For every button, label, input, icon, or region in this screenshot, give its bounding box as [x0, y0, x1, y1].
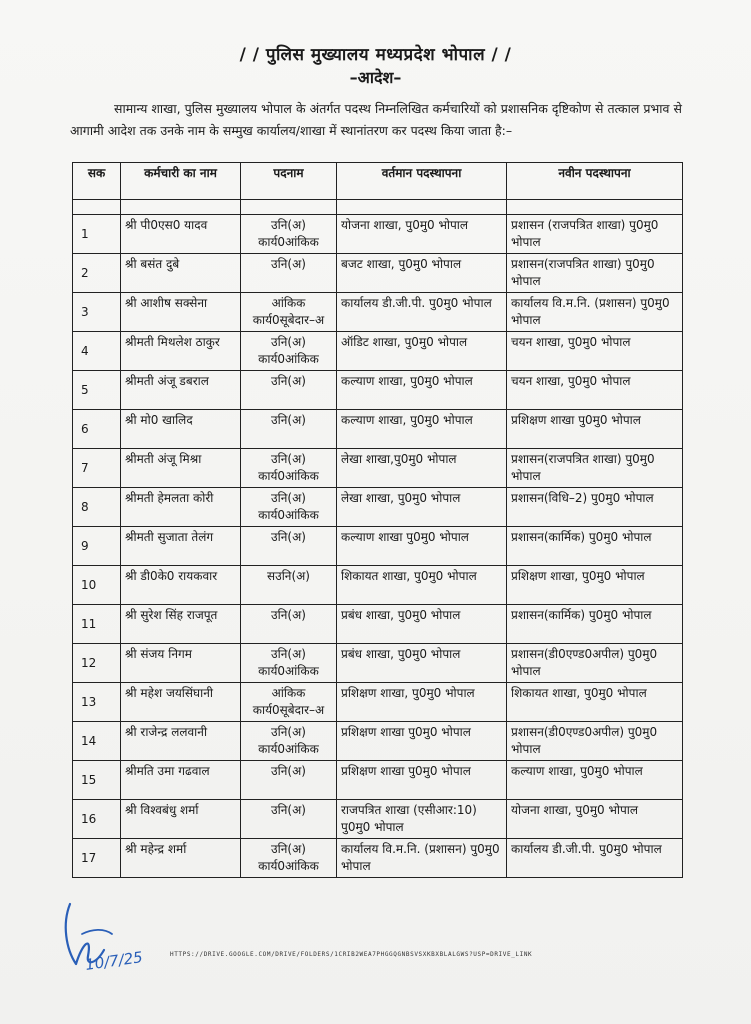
employee-name-cell: श्रीमती सुजाता तेलंग: [121, 527, 241, 566]
current-posting-cell: कल्याण शाखा, पु0मु0 भोपाल: [337, 371, 507, 410]
new-posting-cell: योजना शाखा, पु0मु0 भोपाल: [507, 800, 683, 839]
serial-cell: 10: [73, 566, 121, 605]
designation-cell: उनि(अ) कार्य0आंकिक: [241, 644, 337, 683]
header-designation: पदनाम: [241, 163, 337, 200]
table-row: [73, 332, 683, 371]
employee-name-cell: श्री महेन्द्र शर्मा: [121, 839, 241, 878]
table-row: [73, 761, 683, 800]
employee-name-cell: श्रीमती अंजू मिश्रा: [121, 449, 241, 488]
current-posting-cell: प्रशिक्षण शाखा, पु0मु0 भोपाल: [337, 683, 507, 722]
document-title: / / पुलिस मुख्यालय मध्यप्रदेश भोपाल / /: [239, 45, 512, 65]
new-posting-cell: प्रशासन(कार्मिक) पु0मु0 भोपाल: [507, 527, 683, 566]
new-posting-cell: प्रशासन(राजपत्रित शाखा) पु0मु0 भोपाल: [507, 254, 683, 293]
signature: [52, 894, 172, 980]
current-posting-cell: कार्यालय डी.जी.पी. पु0मु0 भोपाल: [337, 293, 507, 332]
table-header-row: [73, 163, 683, 200]
employee-name-cell: श्री महेश जयसिंघानी: [121, 683, 241, 722]
signature-date: 10/7/25: [84, 948, 144, 974]
new-posting-cell: प्रशासन(डी0एण्ड0अपील) पु0मु0 भोपाल: [507, 644, 683, 683]
designation-cell: उनि(अ): [241, 527, 337, 566]
header-new-posting: नवीन पदस्थापना: [507, 163, 683, 200]
designation-cell: उनि(अ): [241, 800, 337, 839]
table-row: [73, 566, 683, 605]
serial-cell: 14: [73, 722, 121, 761]
table-row: [73, 605, 683, 644]
document-subtitle: –आदेश–: [349, 68, 402, 87]
serial-cell: 4: [73, 332, 121, 371]
serial-cell: 16: [73, 800, 121, 839]
employee-name-cell: श्री सुरेश सिंह राजपूत: [121, 605, 241, 644]
designation-cell: उनि(अ) कार्य0आंकिक: [241, 488, 337, 527]
serial-cell: 15: [73, 761, 121, 800]
footer-link: HTTPS://DRIVE.GOOGLE.COM/DRIVE/FOLDERS/1CRIB2WEA7PHGGQGNBSVSXKBXBLALGWS?USP=DRIVE_LINK: [170, 951, 533, 958]
designation-cell: सउनि(अ): [241, 566, 337, 605]
new-posting-cell: शिकायत शाखा, पु0मु0 भोपाल: [507, 683, 683, 722]
current-posting-cell: प्रबंध शाखा, पु0मु0 भोपाल: [337, 644, 507, 683]
new-posting-cell: प्रशासन (राजपत्रित शाखा) पु0मु0 भोपाल: [507, 215, 683, 254]
current-posting-cell: ऑडिट शाखा, पु0मु0 भोपाल: [337, 332, 507, 371]
intro-paragraph: सामान्य शाखा, पुलिस मुख्यालय भोपाल के अंतर्गत पदस्थ निम्नलिखित कर्मचारियों को प्रशासनिक दृष्टिकोण से तत्काल प्रभाव से आगामी आदेश तक उनके नाम के सम्मुख कार्यालय/शाखा में स्थानांतरण कर पदस्थ किया जाता है:–: [70, 101, 682, 138]
current-posting-cell: प्रबंध शाखा, पु0मु0 भोपाल: [337, 605, 507, 644]
employee-name-cell: श्री बसंत दुबे: [121, 254, 241, 293]
current-posting-cell: कार्यालय वि.म.नि. (प्रशासन) पु0मु0 भोपाल: [337, 839, 507, 878]
current-posting-cell: कल्याण शाखा पु0मु0 भोपाल: [337, 527, 507, 566]
new-posting-cell: कार्यालय डी.जी.पी. पु0मु0 भोपाल: [507, 839, 683, 878]
header-serial: सक: [73, 163, 121, 200]
transfer-table: [72, 162, 683, 878]
new-posting-cell: प्रशासन(विधि–2) पु0मु0 भोपाल: [507, 488, 683, 527]
new-posting-cell: प्रशिक्षण शाखा पु0मु0 भोपाल: [507, 410, 683, 449]
employee-name-cell: श्री संजय निगम: [121, 644, 241, 683]
header-name: कर्मचारी का नाम: [121, 163, 241, 200]
table-row: [73, 683, 683, 722]
employee-name-cell: श्रीमती मिथलेश ठाकुर: [121, 332, 241, 371]
current-posting-cell: प्रशिक्षण शाखा पु0मु0 भोपाल: [337, 722, 507, 761]
new-posting-cell: कल्याण शाखा, पु0मु0 भोपाल: [507, 761, 683, 800]
table-row: [73, 254, 683, 293]
serial-cell: 17: [73, 839, 121, 878]
serial-cell: 6: [73, 410, 121, 449]
employee-name-cell: श्री विश्वबंधु शर्मा: [121, 800, 241, 839]
designation-cell: उनि(अ) कार्य0आंकिक: [241, 722, 337, 761]
serial-cell: 13: [73, 683, 121, 722]
designation-cell: आंकिक कार्य0सूबेदार–अ: [241, 683, 337, 722]
designation-cell: उनि(अ): [241, 371, 337, 410]
current-posting-cell: राजपत्रित शाखा (एसीआर:10) पु0मु0 भोपाल: [337, 800, 507, 839]
employee-name-cell: श्री पी0एस0 यादव: [121, 215, 241, 254]
new-posting-cell: चयन शाखा, पु0मु0 भोपाल: [507, 332, 683, 371]
serial-cell: 9: [73, 527, 121, 566]
current-posting-cell: बजट शाखा, पु0मु0 भोपाल: [337, 254, 507, 293]
table-row: [73, 488, 683, 527]
designation-cell: उनि(अ): [241, 605, 337, 644]
employee-name-cell: श्री राजेन्द्र ललवानी: [121, 722, 241, 761]
serial-cell: 12: [73, 644, 121, 683]
current-posting-cell: लेखा शाखा, पु0मु0 भोपाल: [337, 488, 507, 527]
current-posting-cell: कल्याण शाखा, पु0मु0 भोपाल: [337, 410, 507, 449]
table-row: [73, 644, 683, 683]
designation-cell: आंकिक कार्य0सूबेदार–अ: [241, 293, 337, 332]
new-posting-cell: प्रशासन(डी0एण्ड0अपील) पु0मु0 भोपाल: [507, 722, 683, 761]
designation-cell: उनि(अ): [241, 410, 337, 449]
designation-cell: उनि(अ) कार्य0आंकिक: [241, 839, 337, 878]
table-row: [73, 215, 683, 254]
table-row: [73, 293, 683, 332]
new-posting-cell: कार्यालय वि.म.नि. (प्रशासन) पु0मु0 भोपाल: [507, 293, 683, 332]
serial-cell: 11: [73, 605, 121, 644]
table-row: [73, 722, 683, 761]
serial-cell: 1: [73, 215, 121, 254]
employee-name-cell: श्रीमति उमा गढवाल: [121, 761, 241, 800]
designation-cell: उनि(अ): [241, 761, 337, 800]
table-row: [73, 449, 683, 488]
header-current-posting: वर्तमान पदस्थापना: [337, 163, 507, 200]
table-row: [73, 800, 683, 839]
employee-name-cell: श्री मो0 खालिद: [121, 410, 241, 449]
designation-cell: उनि(अ) कार्य0आंकिक: [241, 332, 337, 371]
new-posting-cell: प्रशासन(राजपत्रित शाखा) पु0मु0 भोपाल: [507, 449, 683, 488]
new-posting-cell: चयन शाखा, पु0मु0 भोपाल: [507, 371, 683, 410]
employee-name-cell: श्री डी0के0 रायकवार: [121, 566, 241, 605]
employee-name-cell: श्रीमती अंजू डबराल: [121, 371, 241, 410]
table-row: [73, 839, 683, 878]
current-posting-cell: प्रशिक्षण शाखा पु0मु0 भोपाल: [337, 761, 507, 800]
serial-cell: 7: [73, 449, 121, 488]
serial-cell: 5: [73, 371, 121, 410]
table-row: [73, 527, 683, 566]
serial-cell: 2: [73, 254, 121, 293]
table-row: [73, 371, 683, 410]
designation-cell: उनि(अ): [241, 254, 337, 293]
current-posting-cell: शिकायत शाखा, पु0मु0 भोपाल: [337, 566, 507, 605]
table-row: [73, 410, 683, 449]
serial-cell: 8: [73, 488, 121, 527]
new-posting-cell: प्रशासन(कार्मिक) पु0मु0 भोपाल: [507, 605, 683, 644]
designation-cell: उनि(अ) कार्य0आंकिक: [241, 449, 337, 488]
table-spacer-row: [73, 200, 683, 215]
new-posting-cell: प्रशिक्षण शाखा, पु0मु0 भोपाल: [507, 566, 683, 605]
current-posting-cell: योजना शाखा, पु0मु0 भोपाल: [337, 215, 507, 254]
employee-name-cell: श्री आशीष सक्सेना: [121, 293, 241, 332]
employee-name-cell: श्रीमती हेमलता कोरी: [121, 488, 241, 527]
serial-cell: 3: [73, 293, 121, 332]
current-posting-cell: लेखा शाखा,पु0मु0 भोपाल: [337, 449, 507, 488]
designation-cell: उनि(अ) कार्य0आंकिक: [241, 215, 337, 254]
